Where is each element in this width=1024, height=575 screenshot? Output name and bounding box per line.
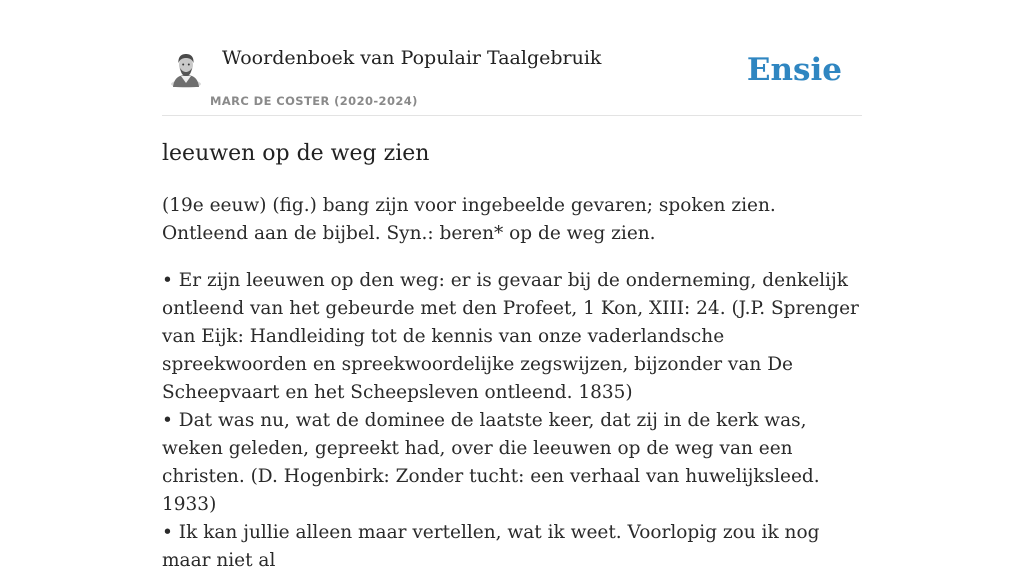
entry-definition: (19e eeuw) (fig.) bang zijn voor ingebeelde gevaren; spoken zien. Ontleend aan de bijbel. Syn.: beren* op de weg zien. — [162, 195, 776, 244]
quotation: • Er zijn leeuwen op den weg: er is gevaar bij de onderneming, denkelijk ontleend van het gebeurde met den Profeet, 1 Kon, XIII: 24. (J.P. Sprenger van Eijk: Handleiding tot de kennis van onze vaderlandsche spreekwoorden en spreekwoordelijke zegswijzen, bijzonder van De Scheepvaart en het Scheepsleven ontleend. 1835) — [162, 270, 859, 403]
quotation: • Ik kan jullie alleen maar vertellen, wat ik weet. Voorlopig zou ik nog maar niet al — [162, 522, 820, 571]
author-portrait-icon — [170, 52, 202, 88]
author-name[interactable]: MARC DE COSTER (2020-2024) — [210, 94, 418, 108]
page — [162, 0, 862, 571]
dictionary-title[interactable]: Woordenboek van Populair Taalgebruik — [222, 47, 602, 69]
quotation: • Dat was nu, wat de dominee de laatste keer, dat zij in de kerk was, weken geleden, gepreekt had, over die leeuwen op de weg van een christen. (D. Hogenbirk: Zonder tucht: een verhaal van huwelijksleed. 1933) — [162, 410, 820, 515]
site-header — [162, 0, 862, 116]
ensie-logo-link[interactable]: Ensie — [746, 52, 842, 88]
quotations — [162, 267, 862, 575]
entry-title: leeuwen op de weg zien — [162, 141, 430, 166]
